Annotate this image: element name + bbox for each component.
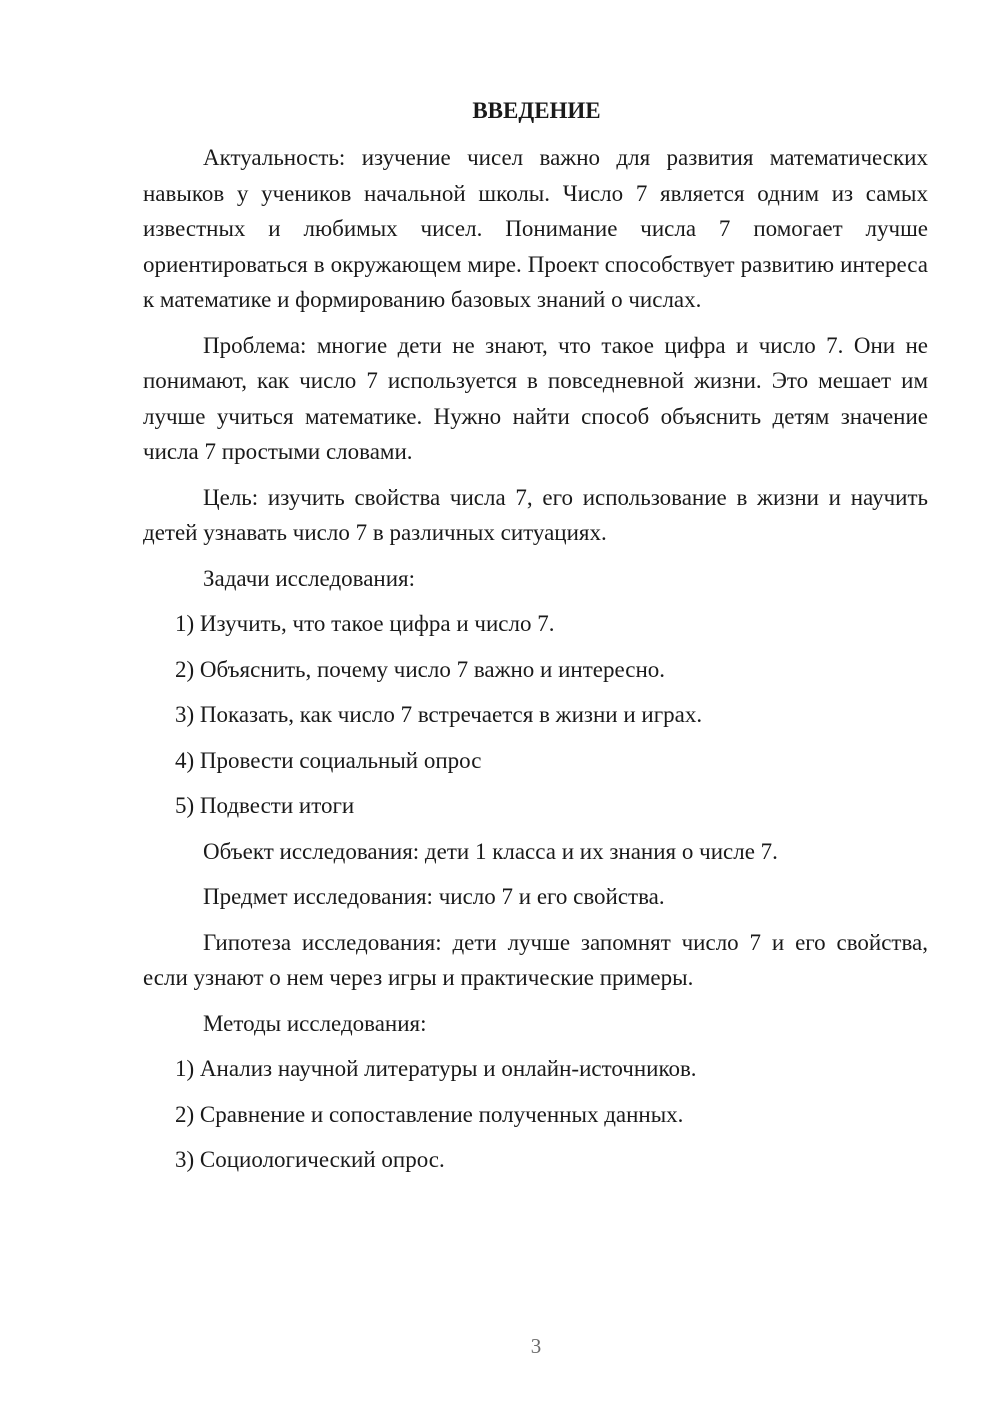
task-item: 3) Показать, как число 7 встречается в жизни и играх. — [175, 702, 703, 727]
method-item: 3) Социологический опрос. — [175, 1147, 445, 1172]
methods-list — [143, 1051, 928, 1178]
subject-paragraph: Предмет исследования: число 7 и его свойства. — [203, 884, 665, 909]
page-number: 3 — [530, 1334, 542, 1358]
problem-paragraph: Проблема: многие дети не знают, что такое цифра и число 7. Они не понимают, как число 7 используется в повседневной жизни. Это мешает им лучше учиться математике. Нужно найти способ объяснить детям значение числа 7 простыми словами. — [143, 332, 928, 464]
goal-paragraph: Цель: изучить свойства числа 7, его использование в жизни и научить детей узнавать число 7 в различных ситуациях. — [143, 484, 928, 545]
hypothesis-paragraph: Гипотеза исследования: дети лучше запомнят число 7 и его свойства, если узнают о нем через игры и практические примеры. — [143, 929, 928, 990]
relevance-paragraph: Актуальность: изучение чисел важно для развития математических навыков у учеников начальной школы. Число 7 является одним из самых известных и любимых чисел. Понимание числа 7 помогает лучше ориентироваться в окружающем мире. Проект способствует развитию интереса к математике и формированию базовых знаний о числах. — [143, 145, 928, 312]
object-paragraph: Объект исследования: дети 1 класса и их знания о числе 7. — [203, 838, 778, 864]
method-item: 1) Анализ научной литературы и онлайн-источников. — [175, 1056, 697, 1081]
tasks-heading: Задачи исследования: — [203, 565, 416, 591]
task-item: 1) Изучить, что такое цифра и число 7. — [175, 611, 555, 636]
tasks-list — [143, 606, 928, 824]
document-body — [143, 96, 928, 1188]
methods-heading: Методы исследования: — [203, 1010, 427, 1036]
task-item: 4) Провести социальный опрос — [175, 747, 482, 773]
task-item: 5) Подвести итоги — [175, 793, 355, 818]
section-title: ВВЕДЕНИЕ — [472, 98, 601, 123]
task-item: 2) Объяснить, почему число 7 важно и интересно. — [175, 656, 666, 682]
method-item: 2) Сравнение и сопоставление полученных данных. — [175, 1101, 684, 1127]
